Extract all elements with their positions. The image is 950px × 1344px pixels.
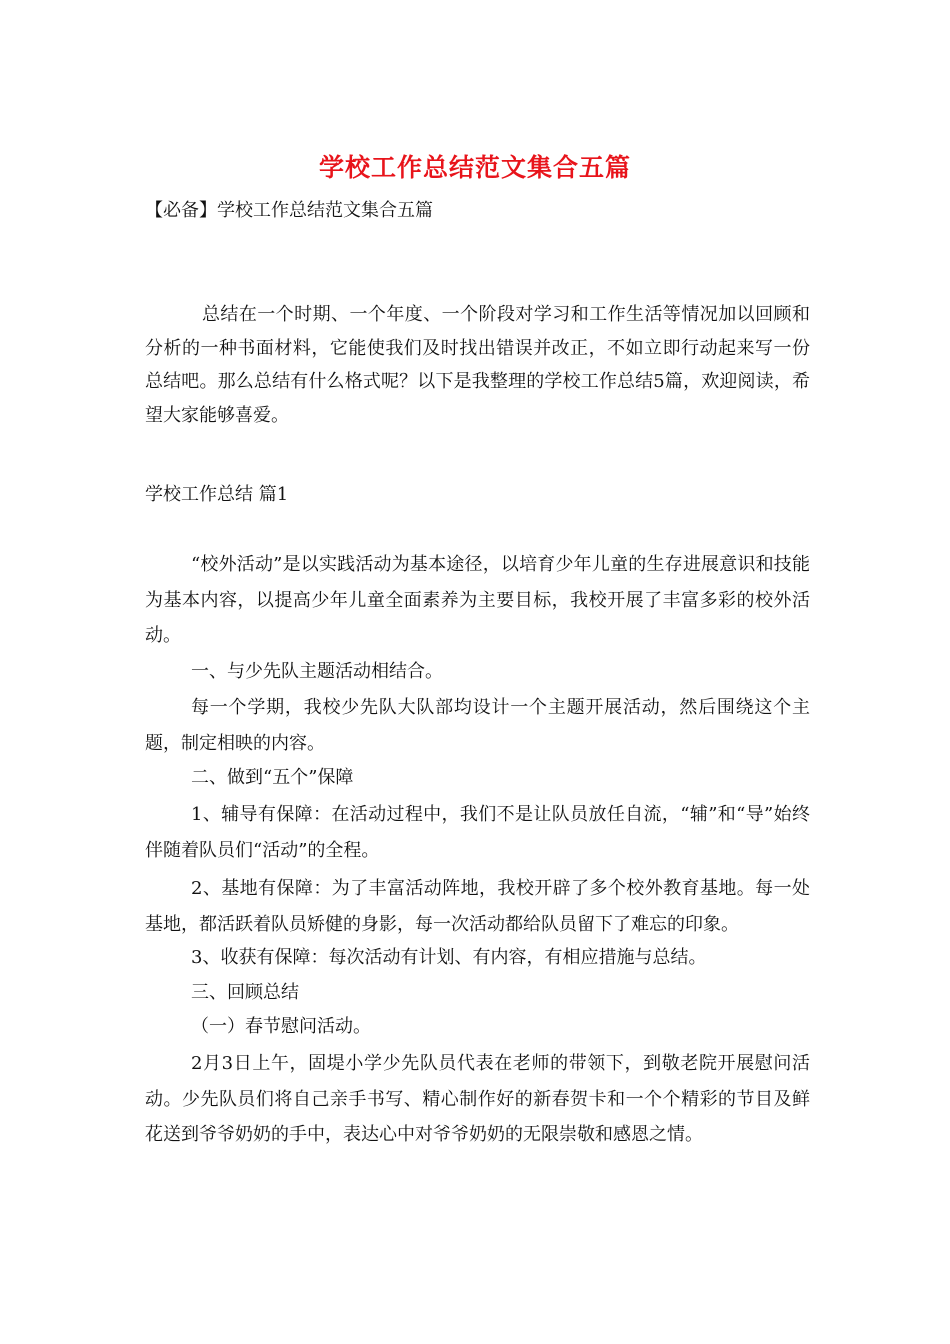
body-paragraph: 每一个学期，我校少先队大队部均设计一个主题开展活动，然后围绕这个主题，制定相映的内容。 — [145, 697, 810, 754]
body-paragraph: 2、基地有保障：为了丰富活动阵地，我校开辟了多个校外教育基地。每一处基地，都活跃着队员矫健的身影，每一次活动都给队员留下了难忘的印象。 — [145, 878, 810, 935]
document-subtitle: 【必备】学校工作总结范文集合五篇 — [145, 200, 433, 221]
body-paragraph: “校外活动”是以实践活动为基本途径，以培育少年儿童的生存进展意识和技能为基本内容，以提高少年儿童全面素养为主要目标，我校开展了丰富多彩的校外活动。 — [145, 554, 810, 646]
document-title: 学校工作总结范文集合五篇 — [318, 153, 631, 182]
body-paragraph: 三、回顾总结 — [191, 982, 299, 1003]
section-heading: 学校工作总结 篇1 — [145, 484, 289, 505]
body-paragraph: 2月3日上午，固堤小学少先队员代表在老师的带领下，到敬老院开展慰问活动。少先队员们将自己亲手书写、精心制作好的新春贺卡和一个个精彩的节目及鲜花送到爷爷奶奶的手中，表达心中对爷爷奶奶的无限崇敬和感恩之情。 — [145, 1053, 810, 1145]
body-paragraph: 3、收获有保障：每次活动有计划、有内容，有相应措施与总结。 — [191, 947, 707, 968]
body-paragraph: 一、与少先队主题活动相结合。 — [191, 661, 443, 682]
body-paragraph: 1、辅导有保障：在活动过程中，我们不是让队员放任自流，“辅”和“导”始终伴随着队员们“活动”的全程。 — [145, 804, 810, 861]
intro-paragraph: 总结在一个时期、一个年度、一个阶段对学习和工作生活等情况加以回顾和分析的一种书面材料，它能使我们及时找出错误并改正，不如立即行动起来写一份总结吧。那么总结有什么格式呢？以下是我整理的学校工作总结5篇，欢迎阅读，希望大家能够喜爱。 — [145, 304, 810, 426]
body-paragraph: 二、做到“五个”保障 — [191, 767, 354, 788]
body-paragraph: （一）春节慰问活动。 — [191, 1016, 371, 1037]
